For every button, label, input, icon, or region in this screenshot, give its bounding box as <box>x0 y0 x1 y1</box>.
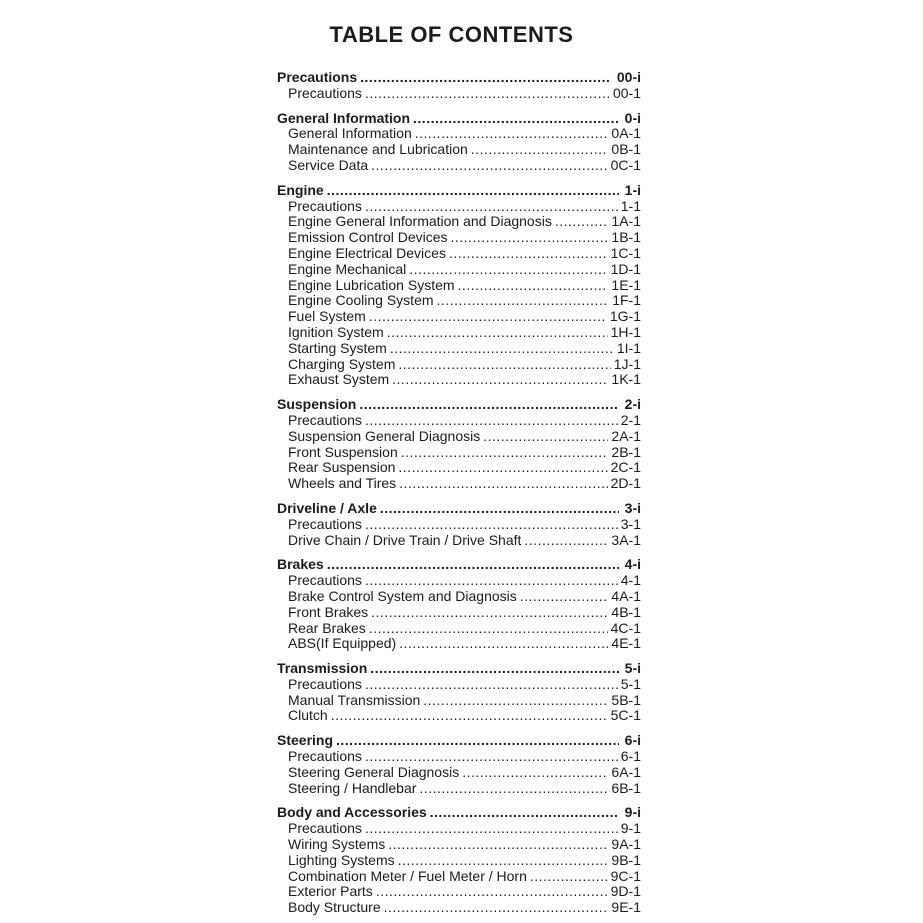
section-label: Transmission <box>277 660 368 677</box>
dot-leader <box>401 445 609 461</box>
dot-leader <box>471 142 609 158</box>
toc-item-row <box>277 262 641 278</box>
item-page-number: 2B-1 <box>611 443 641 460</box>
dot-leader <box>336 733 619 749</box>
dot-leader <box>365 677 618 693</box>
toc-section <box>277 805 641 916</box>
item-page-number: 9B-1 <box>611 851 641 868</box>
toc-item-row <box>277 621 641 637</box>
item-label: Service Data <box>288 156 369 173</box>
section-page-number: 3-i <box>624 499 641 516</box>
toc-item-row <box>277 372 641 388</box>
section-label: Precautions <box>277 69 358 85</box>
item-label: Precautions <box>288 675 362 692</box>
item-page-number: 9D-1 <box>610 883 641 900</box>
item-label: Charging System <box>288 355 396 372</box>
dot-leader <box>458 278 609 294</box>
toc-section-heading <box>277 557 641 573</box>
item-label: Precautions <box>288 411 362 428</box>
dot-leader <box>365 199 618 215</box>
item-label: Front Suspension <box>288 443 398 460</box>
item-page-number: 4C-1 <box>610 619 641 636</box>
item-page-number: 5-1 <box>620 675 641 692</box>
toc-item-row <box>277 693 641 709</box>
toc-item-row <box>277 309 641 325</box>
item-label: Lighting Systems <box>288 851 395 868</box>
dot-leader <box>365 821 618 837</box>
dot-leader <box>376 884 608 900</box>
section-page-number: 00-i <box>616 69 641 85</box>
toc-item-row <box>277 214 641 230</box>
dot-leader <box>462 765 608 781</box>
item-page-number: 9C-1 <box>610 867 641 884</box>
item-label: Fuel System <box>288 308 366 325</box>
item-label: Engine General Information and Diagnosis <box>288 213 552 230</box>
dot-leader <box>398 460 607 476</box>
item-label: Manual Transmission <box>288 691 421 708</box>
item-label: Engine Lubrication System <box>288 276 455 293</box>
section-label: Driveline / Axle <box>277 499 377 516</box>
item-page-number: 4-1 <box>620 572 641 589</box>
item-page-number: 2-1 <box>620 411 641 428</box>
dot-leader <box>409 262 607 278</box>
item-label: Engine Electrical Devices <box>288 244 446 261</box>
section-page-number: 4-i <box>624 556 641 573</box>
section-label: Steering <box>277 732 334 749</box>
toc-item-row <box>277 677 641 693</box>
toc-section-heading <box>277 397 641 413</box>
item-label: Engine Cooling System <box>288 292 434 309</box>
dot-leader <box>359 397 618 413</box>
toc-section-heading <box>277 661 641 677</box>
dot-leader <box>524 533 608 549</box>
toc-item-row <box>277 199 641 215</box>
dot-leader <box>392 372 608 388</box>
dot-leader <box>387 325 608 341</box>
item-page-number: 1C-1 <box>610 244 641 261</box>
toc-item-row <box>277 86 641 102</box>
dot-leader <box>520 589 609 605</box>
toc-item-row <box>277 853 641 869</box>
item-page-number: 1A-1 <box>611 213 641 230</box>
dot-leader <box>371 605 608 621</box>
item-label: Wheels and Tires <box>288 475 397 492</box>
toc-item-row <box>277 357 641 373</box>
dot-leader <box>423 693 608 709</box>
dot-leader <box>415 126 609 142</box>
item-label: Maintenance and Lubrication <box>288 141 468 158</box>
dot-leader <box>419 781 608 797</box>
item-label: Ignition System <box>288 323 384 340</box>
dot-leader <box>390 341 614 357</box>
item-page-number: 1I-1 <box>616 339 641 356</box>
item-label: Precautions <box>288 820 362 837</box>
section-label: General Information <box>277 109 411 126</box>
toc-section <box>277 501 641 548</box>
toc-item-row <box>277 246 641 262</box>
toc-section-heading <box>277 733 641 749</box>
toc-item-row <box>277 126 641 142</box>
item-label: Starting System <box>288 339 387 356</box>
toc-item-row <box>277 781 641 797</box>
item-label: Body Structure <box>288 899 381 916</box>
dot-leader <box>449 246 608 262</box>
dot-leader <box>331 708 608 724</box>
toc-item-row <box>277 900 641 916</box>
item-page-number: 9E-1 <box>611 899 641 916</box>
section-page-number: 0-i <box>624 109 641 126</box>
toc-item-row <box>277 589 641 605</box>
toc-item-row <box>277 142 641 158</box>
item-label: Steering General Diagnosis <box>288 763 460 780</box>
item-page-number: 1B-1 <box>611 229 641 246</box>
toc-item-row <box>277 476 641 492</box>
toc-item-row <box>277 325 641 341</box>
item-page-number: 1D-1 <box>610 260 641 277</box>
dot-leader <box>327 557 619 573</box>
dot-leader <box>365 573 618 589</box>
toc-section <box>277 661 641 724</box>
section-label: Brakes <box>277 556 324 573</box>
dot-leader <box>388 837 608 853</box>
item-label: Precautions <box>288 748 362 765</box>
section-page-number: 5-i <box>624 660 641 677</box>
item-page-number: 6A-1 <box>611 763 641 780</box>
toc-section-heading <box>277 111 641 127</box>
dot-leader <box>399 636 608 652</box>
toc-section <box>277 733 641 796</box>
toc-item-row <box>277 341 641 357</box>
dot-leader <box>483 429 608 445</box>
section-page-number: 6-i <box>624 732 641 749</box>
toc-item-row <box>277 573 641 589</box>
toc-item-row <box>277 517 641 533</box>
item-page-number: 0B-1 <box>611 141 641 158</box>
dot-leader <box>360 70 611 86</box>
toc-item-row <box>277 749 641 765</box>
item-page-number: 0A-1 <box>611 125 641 142</box>
dot-leader <box>365 86 610 102</box>
item-label: Rear Suspension <box>288 459 396 476</box>
toc-item-row <box>277 708 641 724</box>
item-page-number: 2C-1 <box>610 459 641 476</box>
toc-item-row <box>277 230 641 246</box>
item-page-number: 0C-1 <box>610 156 641 173</box>
section-label: Body and Accessories <box>277 804 427 821</box>
toc-item-row <box>277 293 641 309</box>
section-page-number: 2-i <box>624 396 641 413</box>
item-label: ABS(If Equipped) <box>288 635 397 652</box>
dot-leader <box>371 158 607 174</box>
item-page-number: 1J-1 <box>613 355 641 372</box>
item-page-number: 6B-1 <box>611 779 641 796</box>
dot-leader <box>365 517 618 533</box>
item-label: Exterior Parts <box>288 883 373 900</box>
toc-item-row <box>277 278 641 294</box>
dot-leader <box>530 869 608 885</box>
item-page-number: 1H-1 <box>610 323 641 340</box>
toc-section-heading <box>277 70 641 86</box>
item-label: General Information <box>288 125 412 142</box>
dot-leader <box>437 293 610 309</box>
toc-item-row <box>277 636 641 652</box>
toc-section <box>277 70 641 102</box>
section-label: Suspension <box>277 396 357 413</box>
page-title: TABLE OF CONTENTS <box>329 22 574 47</box>
dot-leader <box>413 111 619 127</box>
dot-leader <box>327 183 619 199</box>
item-label: Brake Control System and Diagnosis <box>288 587 517 604</box>
item-page-number: 1K-1 <box>611 371 641 388</box>
toc-item-row <box>277 821 641 837</box>
item-label: Drive Chain / Drive Train / Drive Shaft <box>288 531 522 548</box>
toc-item-row <box>277 460 641 476</box>
toc-section-heading <box>277 183 641 199</box>
item-label: Wiring Systems <box>288 836 386 853</box>
item-page-number: 4E-1 <box>611 635 641 652</box>
item-page-number: 2A-1 <box>611 427 641 444</box>
toc-item-row <box>277 429 641 445</box>
toc-section-heading <box>277 501 641 517</box>
item-label: Combination Meter / Fuel Meter / Horn <box>288 867 527 884</box>
dot-leader <box>398 357 610 373</box>
dot-leader <box>398 853 609 869</box>
item-page-number: 4B-1 <box>611 603 641 620</box>
item-page-number: 3A-1 <box>611 531 641 548</box>
dot-leader <box>369 621 608 637</box>
toc-section <box>277 557 641 652</box>
item-label: Precautions <box>288 84 362 101</box>
item-page-number: 9A-1 <box>611 836 641 853</box>
toc-item-row <box>277 765 641 781</box>
section-page-number: 9-i <box>624 804 641 821</box>
item-page-number: 2D-1 <box>610 475 641 492</box>
toc-item-row <box>277 445 641 461</box>
dot-leader <box>430 805 619 821</box>
item-label: Clutch <box>288 707 328 724</box>
item-page-number: 1F-1 <box>612 292 641 309</box>
item-page-number: 9-1 <box>620 820 641 837</box>
item-label: Precautions <box>288 515 362 532</box>
table-of-contents <box>277 70 641 916</box>
toc-item-row <box>277 837 641 853</box>
dot-leader <box>451 230 609 246</box>
toc-item-row <box>277 533 641 549</box>
toc-section <box>277 111 641 174</box>
item-page-number: 3-1 <box>620 515 641 532</box>
item-label: Precautions <box>288 197 362 214</box>
item-label: Precautions <box>288 572 362 589</box>
toc-section <box>277 397 641 492</box>
toc-section-heading <box>277 805 641 821</box>
item-label: Steering / Handlebar <box>288 779 417 796</box>
dot-leader <box>555 214 609 230</box>
dot-leader <box>384 900 609 916</box>
section-page-number: 1-i <box>624 181 641 198</box>
item-label: Suspension General Diagnosis <box>288 427 481 444</box>
toc-item-row <box>277 605 641 621</box>
item-label: Front Brakes <box>288 603 369 620</box>
dot-leader <box>365 749 618 765</box>
item-page-number: 5B-1 <box>611 691 641 708</box>
dot-leader <box>370 661 618 677</box>
dot-leader <box>399 476 607 492</box>
toc-item-row <box>277 869 641 885</box>
section-label: Engine <box>277 181 324 198</box>
item-label: Engine Mechanical <box>288 260 407 277</box>
item-page-number: 6-1 <box>620 748 641 765</box>
item-page-number: 1G-1 <box>609 308 641 325</box>
item-label: Exhaust System <box>288 371 390 388</box>
toc-item-row <box>277 158 641 174</box>
dot-leader <box>369 309 607 325</box>
toc-item-row <box>277 884 641 900</box>
item-page-number: 1-1 <box>620 197 641 214</box>
item-page-number: 00-1 <box>612 84 641 101</box>
item-page-number: 5C-1 <box>610 707 641 724</box>
toc-item-row <box>277 413 641 429</box>
item-page-number: 4A-1 <box>611 587 641 604</box>
item-page-number: 1E-1 <box>611 276 641 293</box>
dot-leader <box>365 413 618 429</box>
dot-leader <box>380 501 619 517</box>
item-label: Rear Brakes <box>288 619 366 636</box>
item-label: Emission Control Devices <box>288 229 448 246</box>
toc-section <box>277 183 641 388</box>
